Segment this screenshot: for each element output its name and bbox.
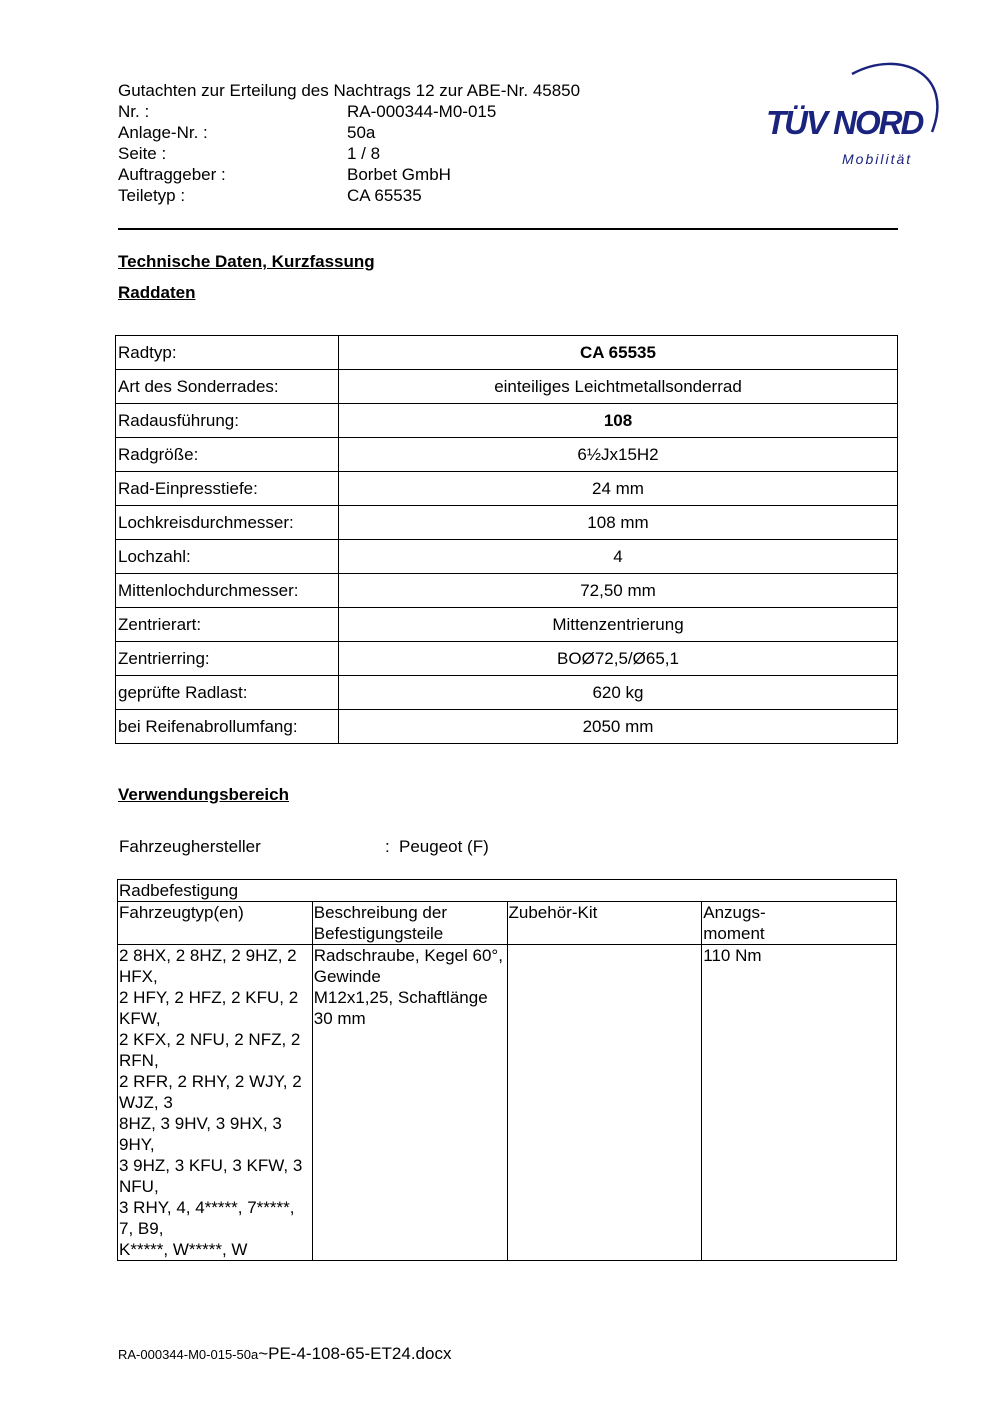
table-row xyxy=(116,710,898,744)
fastening-table xyxy=(117,879,897,1261)
wheel-data-table xyxy=(115,335,898,744)
logo-arc-icon xyxy=(760,56,950,176)
table-row xyxy=(116,438,898,472)
document-title: Gutachten zur Erteilung des Nachtrags 12 zur ABE-Nr. 45850 xyxy=(118,81,581,100)
row-value: BOØ72,5/Ø65,1 xyxy=(339,642,898,676)
section-technical-data: Technische Daten, Kurzfassung xyxy=(118,252,375,271)
row-value: 620 kg xyxy=(339,676,898,710)
row-label: geprüfte Radlast: xyxy=(116,676,339,710)
header-field-row xyxy=(118,143,718,164)
row-label: Zentrierring: xyxy=(116,642,339,676)
row-label: Radtyp: xyxy=(116,336,339,370)
section-wheel-data: Raddaten xyxy=(118,283,196,302)
table-row xyxy=(116,370,898,404)
row-label: Radgröße: xyxy=(116,438,339,472)
row-value: Mittenzentrierung xyxy=(339,608,898,642)
row-value: 4 xyxy=(339,540,898,574)
header-field-value: 50a xyxy=(347,123,376,142)
header-field-value: Borbet GmbH xyxy=(347,165,451,184)
table-row xyxy=(116,608,898,642)
row-label: bei Reifenabrollumfang: xyxy=(116,710,339,744)
footer-suffix: ~PE-4-108-65-ET24.docx xyxy=(258,1344,452,1363)
row-label: Rad-Einpresstiefe: xyxy=(116,472,339,506)
row-value: 2050 mm xyxy=(339,710,898,744)
header-field-row xyxy=(118,185,718,206)
header-field-value: CA 65535 xyxy=(347,186,422,205)
table-row xyxy=(116,472,898,506)
header-field-label: Nr. : xyxy=(118,102,150,121)
header-divider xyxy=(118,228,898,230)
row-value: einteiliges Leichtmetallsonderrad xyxy=(339,370,898,404)
row-label: Lochkreisdurchmesser: xyxy=(116,506,339,540)
cell-description: Radschraube, Kegel 60°, Gewinde M12x1,25, Schaftlänge 30 mm xyxy=(312,945,507,1261)
fastening-title: Radbefestigung xyxy=(118,880,897,902)
table-row xyxy=(116,404,898,438)
section-usage-range: Verwendungsbereich xyxy=(118,785,289,804)
cell-vehicle-types: 2 8HX, 2 8HZ, 2 9HZ, 2 HFX, 2 HFY, 2 HFZ, 2 KFU, 2 KFW, 2 KFX, 2 NFU, 2 NFZ, 2 RFN, 2 RFR, 2 RHY, 2 WJY, 2 WJZ, 3 8HZ, 3 9HV, 3 9HX, 3 9HY, 3 9HZ, 3 KFU, 3 KFW, 3 NFU, 3 RHY, 4, 4*****, 7*****, 7, B9, K*****, W*****, W xyxy=(118,945,313,1261)
header-field-label: Teiletyp : xyxy=(118,186,186,205)
manufacturer-separator: : xyxy=(385,837,390,856)
row-value: 6½Jx15H2 xyxy=(339,438,898,472)
header-field-value: 1 / 8 xyxy=(347,144,381,163)
table-row xyxy=(116,574,898,608)
row-value: 72,50 mm xyxy=(339,574,898,608)
row-label: Radausführung: xyxy=(116,404,339,438)
header-field-value: RA-000344-M0-015 xyxy=(347,102,497,121)
header-field-row xyxy=(118,164,718,185)
header-accessory-kit: Zubehör-Kit xyxy=(507,902,702,945)
header-field-row xyxy=(118,122,718,143)
header-field-row xyxy=(118,101,718,122)
table-row xyxy=(116,676,898,710)
row-value: 24 mm xyxy=(339,472,898,506)
manufacturer-label: Fahrzeughersteller xyxy=(119,837,261,856)
tuev-nord-logo xyxy=(760,56,950,176)
row-label: Lochzahl: xyxy=(116,540,339,574)
logo-brand: TÜV NORD xyxy=(766,104,923,141)
table-row xyxy=(116,336,898,370)
footer-prefix: RA-000344-M0-015-50a xyxy=(118,1347,259,1362)
row-value: CA 65535 xyxy=(339,336,898,370)
row-label: Art des Sonderrades: xyxy=(116,370,339,404)
manufacturer-value: Peugeot (F) xyxy=(399,837,489,856)
header-torque: Anzugs- moment xyxy=(702,902,897,945)
table-row xyxy=(116,506,898,540)
logo-subtitle: Mobilität xyxy=(842,151,913,167)
row-value: 108 mm xyxy=(339,506,898,540)
row-value: 108 xyxy=(339,404,898,438)
header-description: Beschreibung der Befestigungsteile xyxy=(312,902,507,945)
header-vehicle-types: Fahrzeugtyp(en) xyxy=(118,902,313,945)
header-field-label: Auftraggeber : xyxy=(118,165,226,184)
cell-torque: 110 Nm xyxy=(702,945,897,1261)
row-label: Mittenlochdurchmesser: xyxy=(116,574,339,608)
table-row xyxy=(116,540,898,574)
table-row xyxy=(116,642,898,676)
footer-filename xyxy=(118,1344,451,1364)
header-field-label: Anlage-Nr. : xyxy=(118,123,208,142)
cell-accessory-kit xyxy=(507,945,702,1261)
header-field-label: Seite : xyxy=(118,144,167,163)
row-label: Zentrierart: xyxy=(116,608,339,642)
